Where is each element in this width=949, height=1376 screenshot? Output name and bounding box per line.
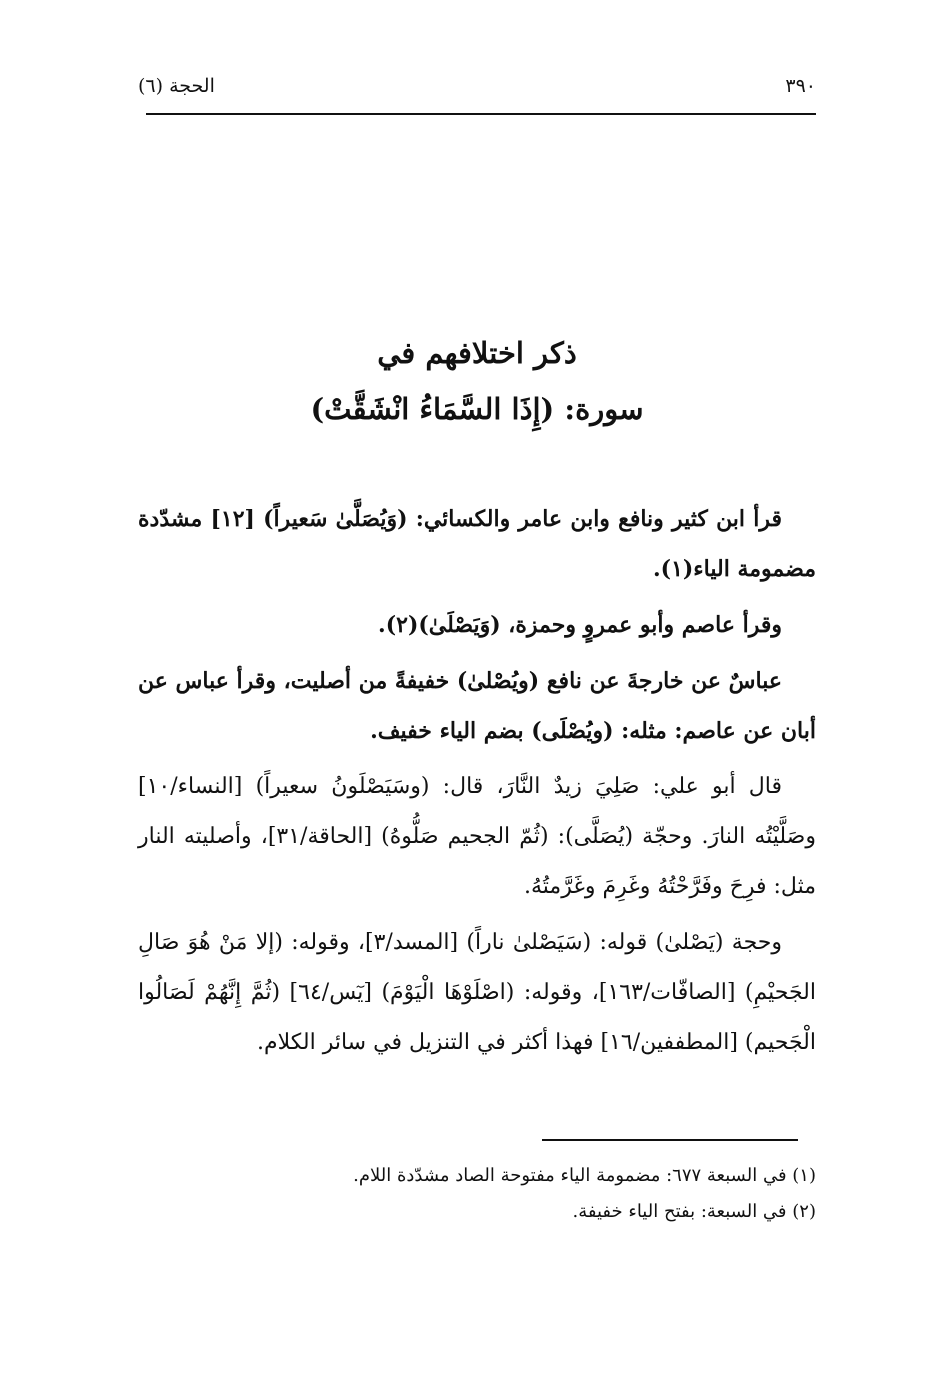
paragraph: قرأ ابن كثير ونافع وابن عامر والكسائي: (وَيُصَلَّىٰ سَعيراً) [١٢] مشدّدة مضمومة الياء(١). — [138, 506, 816, 582]
paragraph: وقرأ عاصم وأبو عمروٍ وحمزة، (وَيَصْلَىٰ)(٢). — [378, 612, 782, 638]
body-text — [138, 494, 816, 1074]
chapter-title-line-2: سورة: (إِذَا السَّمَاءُ انْشَقَّتْ) — [310, 392, 644, 426]
paragraph: وحجة (يَصْلىٰ) قوله: (سَيَصْلىٰ ناراً) [المسد/٣]، وقوله: (إلا مَنْ هُوَ صَالِ الجَحيْمِ) [الصافّات/١٦٣]، وقوله: (اصْلَوْهَا الْيَوْمَ) [يٓس/٦٤] (ثُمَّ إِنَّهُمْ لَصَالُوا الْجَحيم) [المطففين/١٦] فهذا أكثر في التنزيل في سائر الكلام. — [138, 930, 817, 1055]
footnote: (٢) في السبعة: بفتح الياء خفيفة. — [572, 1201, 816, 1222]
footnote-divider — [542, 1139, 798, 1141]
running-title: الحجة (٦) — [138, 75, 215, 97]
paragraph: قال أبو علي: صَلِيَ زيدٌ النَّارَ، قال: (وسَيَصْلَونُ سعيراً) [النساء/١٠] وصَلَّيْتُه النارَ. وحجّة (يُصَلَّى): (ثُمّ الجحيم صَلُّوهُ) [الحاقة/٣١]، وأصليته النار مثل: فرِحَ وفَرَّحْتُهُ وغَرِمَ وغَرَّمتُهُ. — [138, 774, 816, 899]
page-header — [138, 66, 816, 106]
page-number: ٣٩٠ — [785, 75, 816, 97]
paragraph: عباسٌ عن خارجةَ عن نافع (ويُصْلىٰ) خفيفةً من أصليت، وقرأ عباس عن أبان عن عاصم: مثله: (ويُصْلَى) بضم الياء خفيف. — [138, 668, 816, 744]
chapter-title-line-1: ذكر اختلافهم في — [377, 336, 577, 370]
chapter-title — [138, 325, 816, 437]
header-divider — [146, 113, 816, 115]
footnotes — [138, 1158, 816, 1230]
footnote: (١) في السبعة ٦٧٧: مضمومة الياء مفتوحة الصاد مشدّدة اللام. — [353, 1165, 816, 1186]
